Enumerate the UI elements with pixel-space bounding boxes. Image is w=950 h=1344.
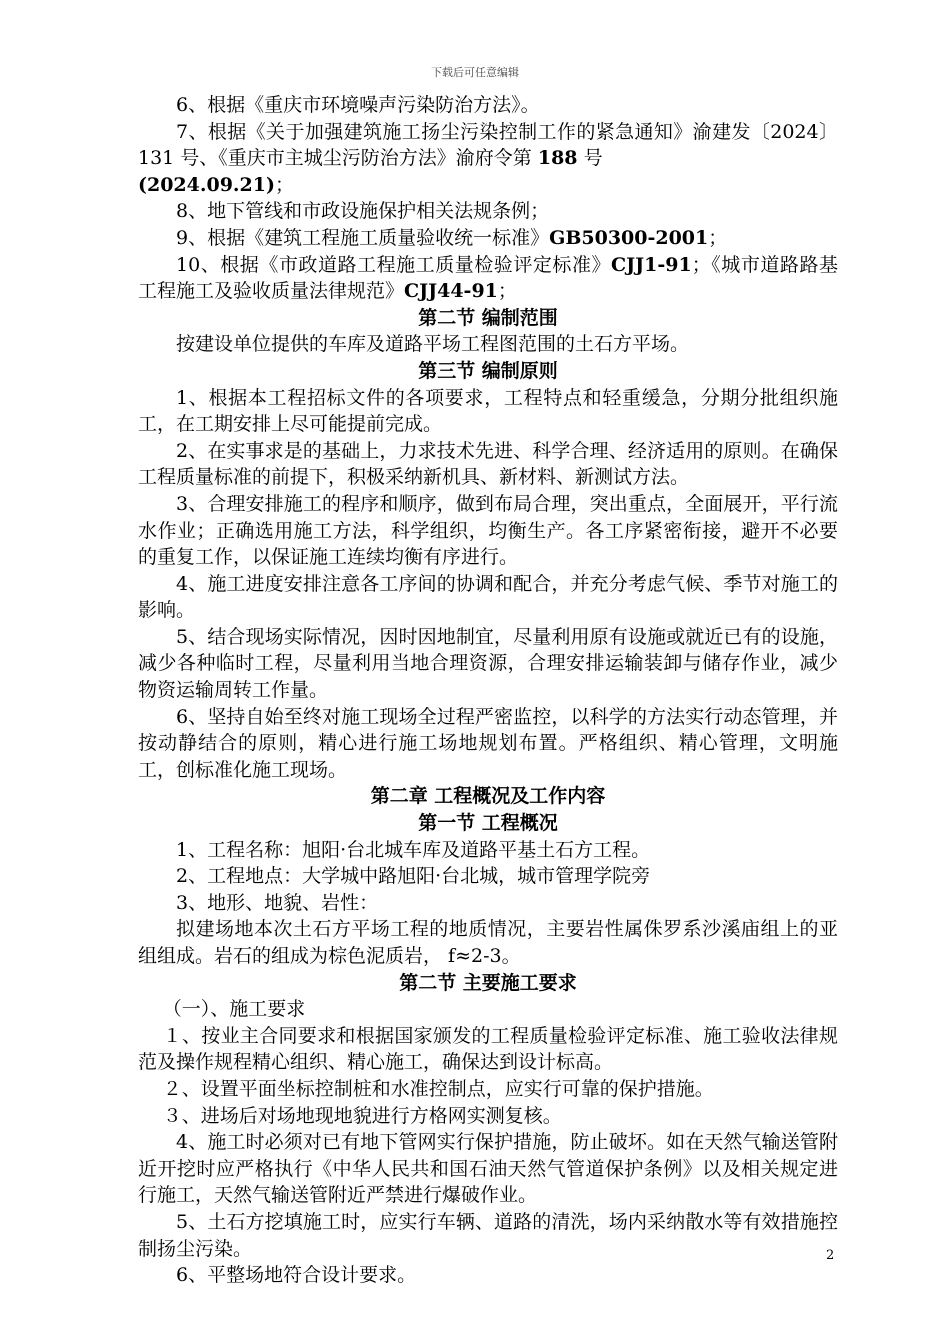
- paragraph: 2、工程地点：大学城中路旭阳·台北城，城市管理学院旁: [176, 865, 651, 888]
- paragraph: 6、根据《重庆市环境噪声污染防治方法》。: [176, 94, 540, 116]
- paragraph: 拟建场地本次土石方平场工程的地质情况，主要岩性属侏罗系沙溪庙组上的亚组组成。岩石的组成为棕色泥质岩， f≈2-3。: [138, 918, 838, 967]
- paragraph: 1、根据本工程招标文件的各项要求，工程特点和轻重缓急，分期分批组织施工，在工期安排上尽可能提前完成。: [138, 386, 838, 436]
- paragraph: 8、地下管线和市政设施保护相关法规条例；: [176, 200, 550, 223]
- paragraph: 5、结合现场实际情况，因时因地制宜，尽量利用原有设施或就近已有的设施，减少各种临时工程，尽量利用当地合理资源，合理安排运输装卸与储存作业，减少物资运输周转工作量。: [138, 625, 838, 702]
- page-number: 2: [826, 1248, 835, 1263]
- section-heading: 第三节 编制原则: [418, 359, 558, 382]
- document-body: [138, 92, 838, 1289]
- paragraph: 6、坚持自始至终对施工现场全过程严密监控，以科学的方法实行动态管理，并按动静结合的原则，精心进行施工场地规划布置。严格组织、精心管理，文明施工，创标准化施工现场。: [138, 705, 838, 781]
- paragraph: 按建设单位提供的车库及道路平场工程图范围的土石方平场。: [176, 333, 690, 356]
- paragraph: 3、地形、地貌、岩性：: [176, 891, 379, 914]
- chapter-heading: 第二章 工程概况及工作内容: [370, 785, 606, 808]
- section-heading: 第二节 编制范围: [418, 306, 558, 329]
- paragraph: 6、平整场地符合设计要求。: [176, 1264, 417, 1287]
- page-header: 下载后可任意编辑: [431, 66, 519, 79]
- paragraph: １、按业主合同要求和根据国家颁发的工程质量检验评定标准、施工验收法律规范及操作规程精心组织、精心施工，确保达到设计标高。: [138, 1024, 838, 1074]
- paragraph: 3、合理安排施工的程序和顺序，做到布局合理，突出重点，全面展开，平行流水作业；正确选用施工方法，科学组织，均衡生产。各工序紧密衔接，避开不必要的重复工作，以保证施工连续均衡有序进行。: [138, 492, 838, 569]
- paragraph: 5、土石方挖填施工时，应实行车辆、道路的清洗，场内采纳散水等有效措施控制扬尘污染。: [138, 1210, 838, 1260]
- paragraph: ３、进场后对场地现地貌进行方格网实测复核。: [162, 1104, 562, 1127]
- paragraph: 2、在实事求是的基础上，力求技术先进、科学合理、经济适用的原则。在确保工程质量标准的前提下，积极采纳新机具、新材料、新测试方法。: [138, 439, 838, 489]
- section-heading: 第二节 主要施工要求: [399, 971, 577, 994]
- paragraph: （一）、施工要求: [162, 998, 306, 1021]
- paragraph: ２、设置平面坐标控制桩和水准控制点，应实行可靠的保护措施。: [162, 1077, 714, 1100]
- paragraph: 4、施工进度安排注意各工序间的协调和配合，并充分考虑气候、季节对施工的影响。: [138, 572, 838, 622]
- paragraph: 7、根据《关于加强建筑施工扬尘污染控制工作的紧急通知》渝建发〔2024〕131 号、《重庆市主城尘污防治方法》渝府令第 188 号 (2024.09.21)；: [138, 120, 838, 196]
- paragraph: 1、工程名称：旭阳·台北城车库及道路平基土石方工程。: [176, 838, 651, 861]
- paragraph: 4、施工时必须对已有地下管网实行保护措施，防止破坏。如在天然气输送管附近开挖时应严格执行《中华人民共和国石油天然气管道保护条例》以及相关规定进行施工，天然气输送管附近严禁进行爆破作业。: [138, 1131, 838, 1207]
- paragraph: 9、根据《建筑工程施工质量验收统一标准》GB50300-2001；: [176, 226, 728, 249]
- section-heading: 第一节 工程概况: [418, 812, 558, 835]
- paragraph: 10、根据《市政道路工程施工质量检验评定标准》CJJ1-91；《城市道路路基工程施工及验收质量法律规范》CJJ44-91；: [138, 253, 838, 303]
